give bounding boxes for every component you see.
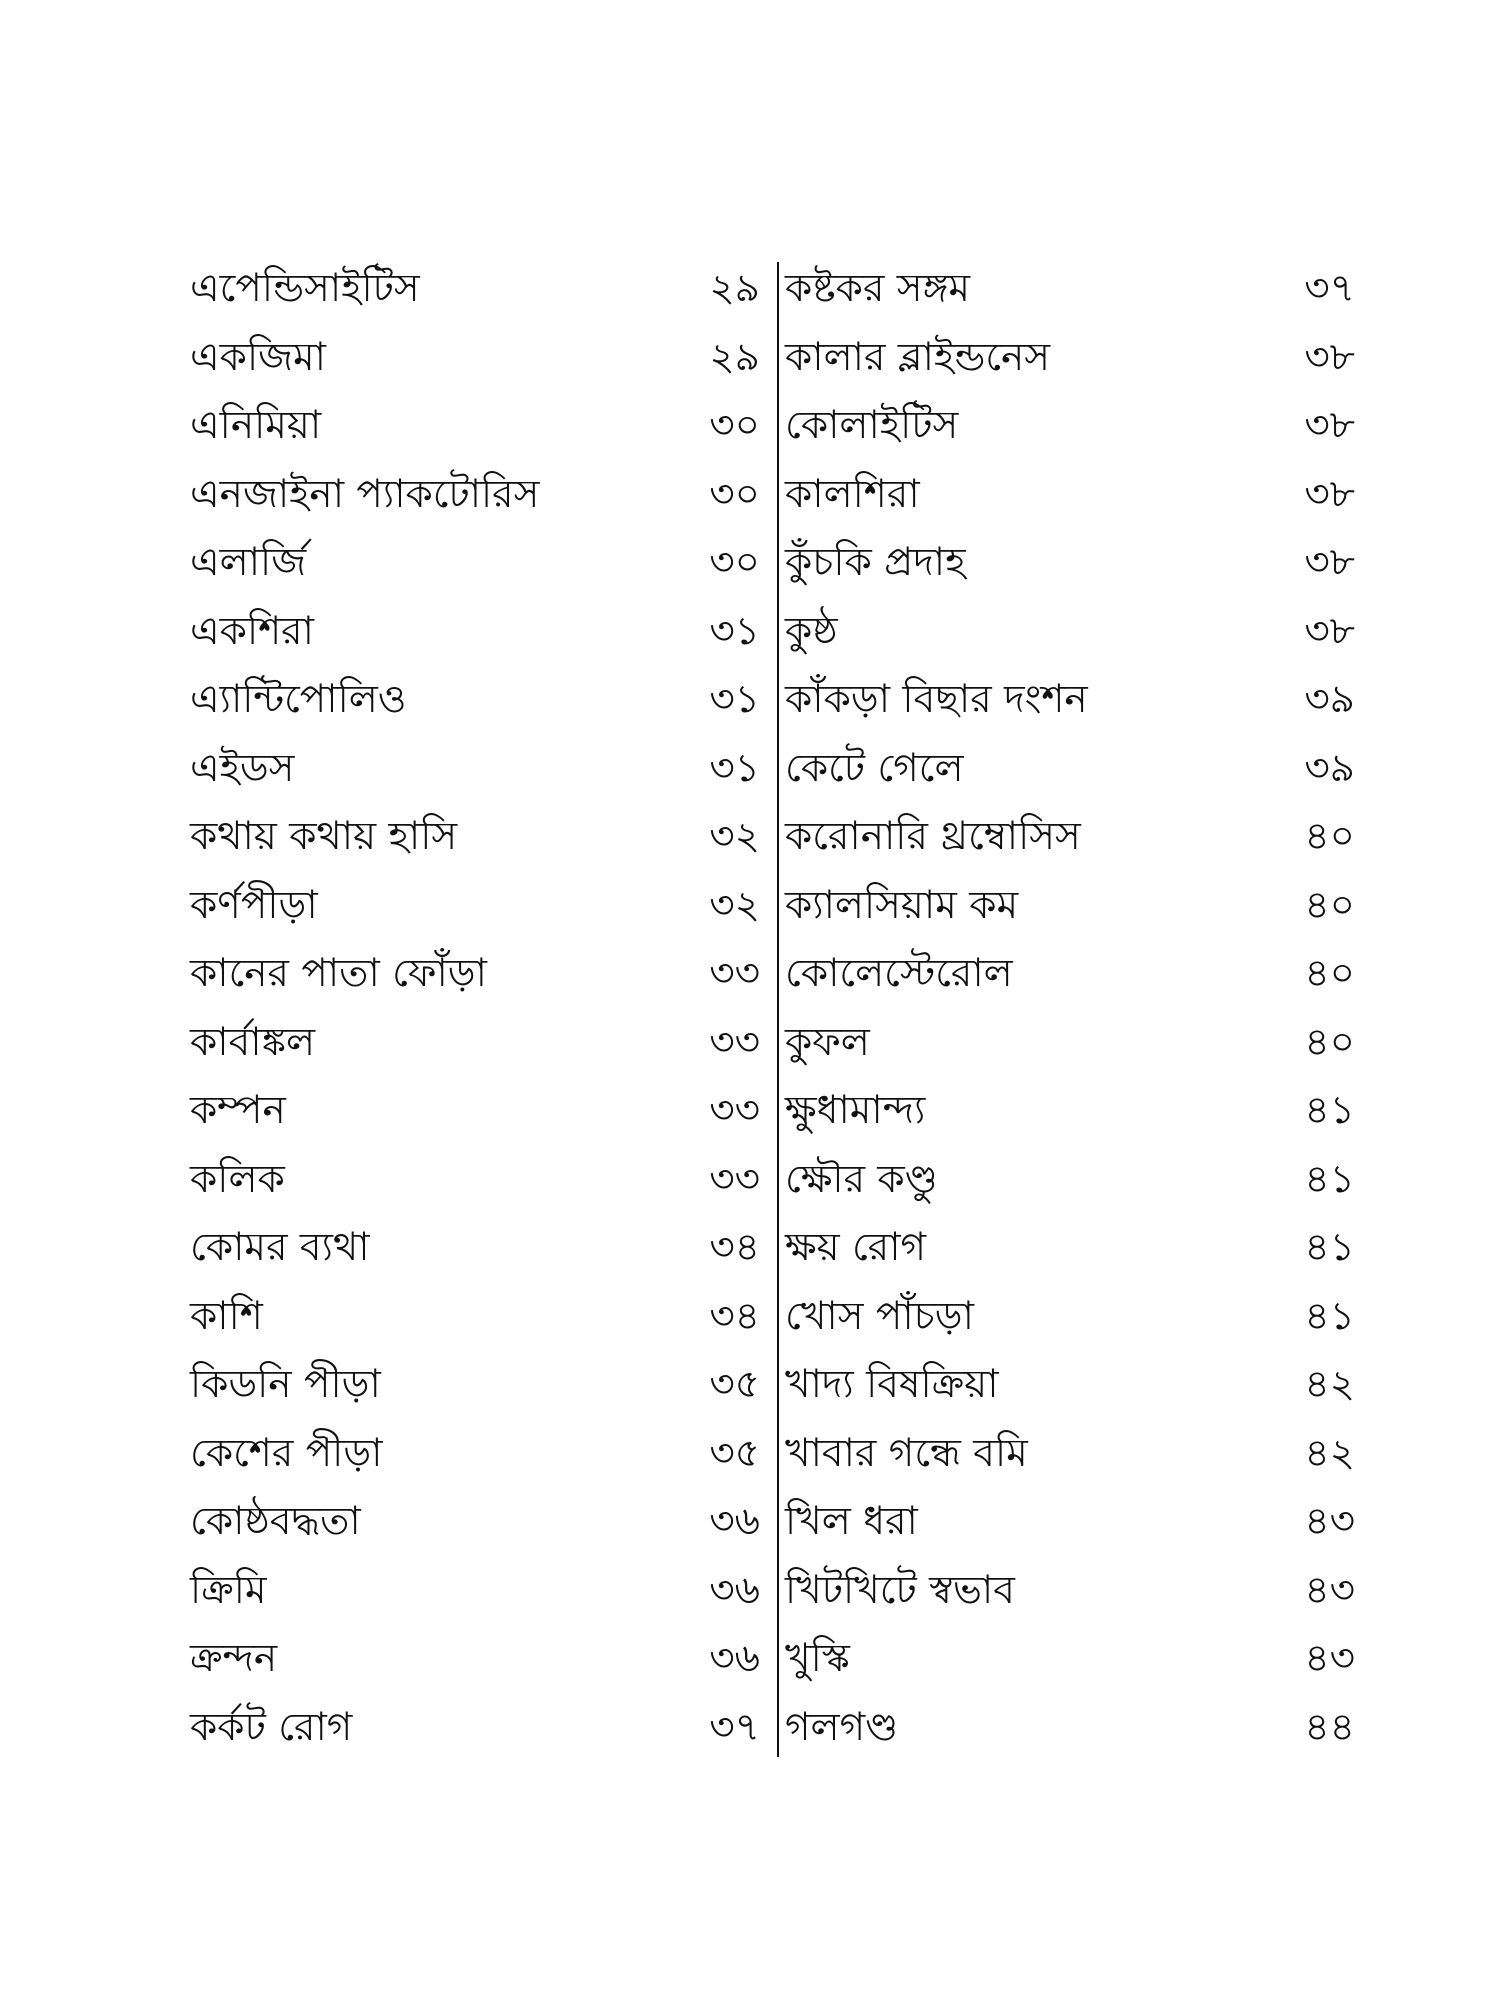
entry-page-number: ৩০ (709, 471, 760, 517)
entry-page-number: ৪২ (1304, 1430, 1355, 1476)
index-entry (190, 598, 760, 667)
entry-page-number: ২৯ (709, 266, 760, 311)
entry-title: একশিরা (190, 608, 314, 654)
entry-page-number: ৩৭ (709, 1704, 760, 1750)
index-entry (190, 255, 760, 324)
entry-page-number: ৪১ (1304, 1293, 1355, 1339)
entry-page-number: ৩৮ (1304, 471, 1355, 517)
entry-page-number: ৪৩ (1304, 1499, 1355, 1544)
entry-page-number: ৩৪ (709, 1293, 760, 1339)
index-entry (190, 940, 760, 1009)
index-entry (785, 392, 1355, 461)
entry-page-number: ৩২ (709, 882, 760, 928)
index-entry (190, 1625, 760, 1694)
index-entry (785, 1214, 1355, 1283)
entry-page-number: ৪২ (1304, 1362, 1355, 1407)
entry-page-number: ৩৫ (709, 1430, 760, 1476)
entry-page-number: ৩৩ (709, 1088, 760, 1133)
index-entry (785, 461, 1355, 530)
entry-page-number: ৩৯ (1304, 677, 1355, 722)
entry-title: কুঁচকি প্রদাহ (785, 540, 966, 585)
index-entry (785, 1283, 1355, 1352)
index-entry (785, 1557, 1355, 1626)
index-entry (785, 324, 1355, 393)
entry-page-number: ২৯ (709, 334, 760, 380)
entry-title: কালশিরা (785, 471, 920, 517)
entry-title: এলার্জি (190, 540, 307, 585)
entry-title: কথায় কথায় হাসি (190, 814, 458, 859)
entry-title: কিডনি পীড়া (190, 1362, 381, 1407)
column-divider (777, 262, 779, 1757)
entry-title: কাঁকড়া বিছার দংশন (785, 677, 1088, 722)
entry-title: খাদ্য বিষক্রিয়া (785, 1362, 999, 1407)
entry-page-number: ৩১ (709, 677, 760, 722)
entry-title: কর্ণপীড়া (190, 882, 318, 928)
index-entry (190, 1351, 760, 1420)
entry-title: কুফল (785, 1019, 870, 1065)
entry-title: ক্রন্দন (190, 1636, 278, 1681)
entry-page-number: ৪০ (1304, 1019, 1355, 1065)
entry-title: ক্ষয় রোগ (785, 1225, 927, 1270)
entry-page-number: ৪১ (1304, 1156, 1355, 1202)
index-entry (785, 529, 1355, 598)
entry-title: কষ্টকর সঙ্গম (785, 266, 971, 311)
index-entry (785, 666, 1355, 735)
index-entry (785, 735, 1355, 804)
entry-title: কালার ব্লাইন্ডনেস (785, 334, 1051, 380)
entry-page-number: ৩৮ (1304, 608, 1355, 654)
entry-title: কোমর ব্যথা (190, 1225, 370, 1270)
entry-title: কোষ্ঠবদ্ধতা (190, 1499, 361, 1544)
index-entry (190, 1214, 760, 1283)
index-entry (785, 1077, 1355, 1146)
index-entry (785, 255, 1355, 324)
entry-page-number: ৩৮ (1304, 334, 1355, 380)
entry-page-number: ৩৬ (709, 1499, 760, 1544)
entry-page-number: ৪৩ (1304, 1567, 1355, 1613)
index-entry (190, 1009, 760, 1078)
index-entry (190, 529, 760, 598)
index-entry (785, 1420, 1355, 1489)
entry-title: কাশি (190, 1293, 263, 1339)
index-entry (190, 1694, 760, 1763)
index-entry (190, 1420, 760, 1489)
entry-page-number: ৩৩ (709, 951, 760, 996)
entry-title: ক্রিমি (190, 1567, 267, 1613)
entry-title: ক্যালসিয়াম কম (785, 882, 1019, 928)
index-column-right (785, 255, 1355, 1762)
entry-title: খোস পাঁচড়া (785, 1293, 974, 1339)
entry-title: কর্কট রোগ (190, 1704, 353, 1750)
index-entry (785, 598, 1355, 667)
entry-title: কোলাইটিস (785, 403, 959, 448)
entry-title: ক্ষুধামান্দ্য (785, 1088, 926, 1133)
entry-title: খাবার গন্ধে বমি (785, 1430, 1028, 1476)
entry-title: একজিমা (190, 334, 326, 380)
entry-page-number: ৩৫ (709, 1362, 760, 1407)
entry-page-number: ৪৪ (1304, 1704, 1355, 1750)
index-entry (785, 803, 1355, 872)
entry-page-number: ৩৩ (709, 1019, 760, 1065)
entry-title: কার্বাঙ্কল (190, 1019, 316, 1065)
entry-page-number: ৩৮ (1304, 403, 1355, 448)
entry-page-number: ৩০ (709, 540, 760, 585)
entry-page-number: ৩৭ (1304, 266, 1355, 311)
entry-title: এইডস (190, 745, 295, 791)
entry-title: কম্পন (190, 1088, 286, 1133)
index-entry (785, 1009, 1355, 1078)
entry-page-number: ৩১ (709, 608, 760, 654)
index-entry (785, 1694, 1355, 1763)
entry-page-number: ৪০ (1304, 814, 1355, 859)
entry-title: গলগণ্ড (785, 1704, 899, 1750)
entry-page-number: ৩১ (709, 745, 760, 791)
index-entry (190, 1283, 760, 1352)
index-entry (190, 324, 760, 393)
entry-title: কেটে গেলে (785, 745, 964, 791)
entry-page-number: ৩০ (709, 403, 760, 448)
entry-title: করোনারি থ্রম্বোসিস (785, 814, 1081, 859)
index-entry (190, 803, 760, 872)
index-entry (785, 1488, 1355, 1557)
entry-title: কেশের পীড়া (190, 1430, 383, 1476)
entry-title: এপেন্ডিসাইটিস (190, 266, 420, 311)
entry-title: এনিমিয়া (190, 403, 322, 448)
entry-title: এনজাইনা প্যাকটোরিস (190, 471, 540, 517)
entry-title: এ্যান্টিপোলিও (190, 677, 407, 722)
index-entry (190, 872, 760, 941)
index-entry (785, 1625, 1355, 1694)
index-entry (785, 1146, 1355, 1215)
entry-page-number: ৪০ (1304, 951, 1355, 996)
entry-page-number: ৪১ (1304, 1088, 1355, 1133)
entry-page-number: ৪০ (1304, 882, 1355, 928)
entry-title: খিল ধরা (785, 1499, 918, 1544)
entry-page-number: ৩৪ (709, 1225, 760, 1270)
index-entry (190, 1557, 760, 1626)
entry-title: কলিক (190, 1156, 285, 1202)
entry-title: খুস্কি (785, 1636, 850, 1681)
entry-page-number: ৩২ (709, 814, 760, 859)
index-entry (190, 461, 760, 530)
entry-title: কানের পাতা ফোঁড়া (190, 951, 487, 996)
entry-page-number: ৪৩ (1304, 1636, 1355, 1681)
index-entry (190, 1077, 760, 1146)
index-entry (190, 392, 760, 461)
entry-title: খিটখিটে স্বভাব (785, 1567, 1015, 1613)
entry-title: কোলেস্টেরোল (785, 951, 1013, 996)
entry-page-number: ৩৩ (709, 1156, 760, 1202)
index-entry (190, 666, 760, 735)
entry-page-number: ৩৬ (709, 1567, 760, 1613)
index-entry (785, 1351, 1355, 1420)
entry-page-number: ৩৬ (709, 1636, 760, 1681)
index-entry (190, 1488, 760, 1557)
entry-title: কুষ্ঠ (785, 608, 838, 654)
entry-page-number: ৩৮ (1304, 540, 1355, 585)
index-entry (190, 735, 760, 804)
index-entry (190, 1146, 760, 1215)
index-column-left (190, 255, 760, 1762)
entry-page-number: ৪১ (1304, 1225, 1355, 1270)
entry-title: ক্ষৌর কণ্ডু (785, 1156, 938, 1202)
entry-page-number: ৩৯ (1304, 745, 1355, 791)
index-entry (785, 872, 1355, 941)
index-entry (785, 940, 1355, 1009)
